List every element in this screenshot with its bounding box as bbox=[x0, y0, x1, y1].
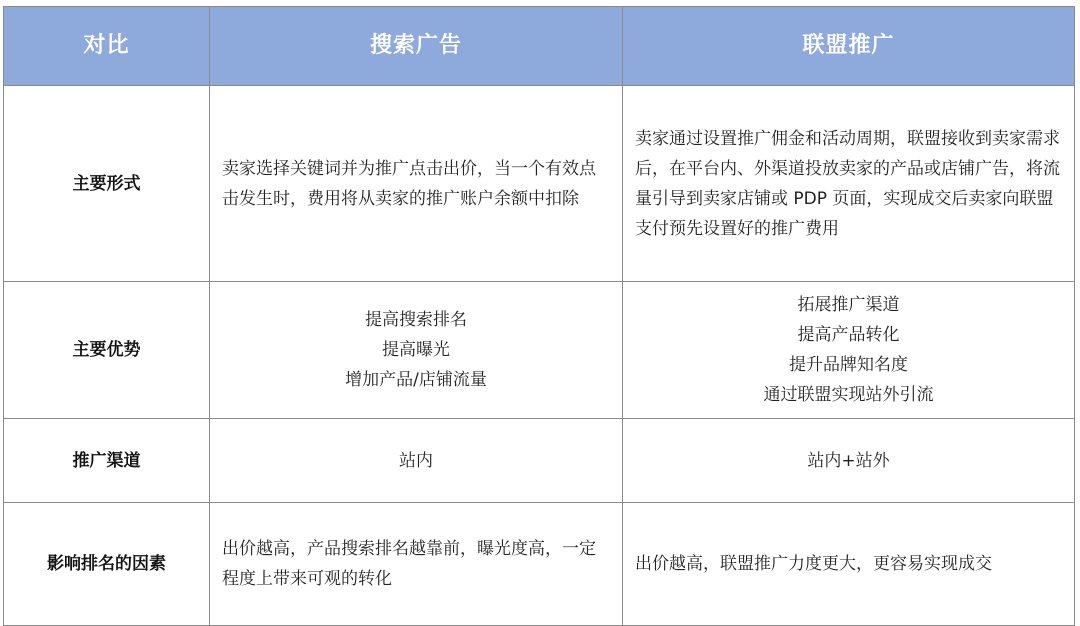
row-label-ranking-factors: 影响排名的因素 bbox=[4, 503, 210, 626]
row-label-form: 主要形式 bbox=[4, 86, 210, 282]
header-affiliate: 联盟推广 bbox=[623, 7, 1075, 86]
advantage-item: 提高产品转化 bbox=[797, 325, 900, 345]
cell-search-advantage bbox=[210, 282, 623, 419]
row-label-advantage: 主要优势 bbox=[4, 282, 210, 419]
cell-affiliate-channel: 站内+站外 bbox=[623, 419, 1075, 503]
cell-affiliate-ranking: 出价越高，联盟推广力度更大，更容易实现成交 bbox=[623, 503, 1075, 626]
advantage-item: 提升品牌知名度 bbox=[789, 355, 908, 375]
advantage-item: 提高搜索排名 bbox=[365, 310, 467, 330]
table-row bbox=[4, 282, 1075, 419]
comparison-table bbox=[3, 6, 1075, 626]
cell-search-form: 卖家选择关键词并为推广点击出价，当一个有效点击发生时，费用将从卖家的推广账户余额中扣除 bbox=[210, 86, 623, 282]
advantage-item: 增加产品/店铺流量 bbox=[345, 370, 487, 390]
cell-search-ranking: 出价越高，产品搜索排名越靠前，曝光度高，一定程度上带来可观的转化 bbox=[210, 503, 623, 626]
row-label-channel: 推广渠道 bbox=[4, 419, 210, 503]
cell-affiliate-advantage bbox=[623, 282, 1075, 419]
table-row bbox=[4, 419, 1075, 503]
table-row bbox=[4, 86, 1075, 282]
advantage-item: 提高曝光 bbox=[382, 340, 450, 360]
header-compare: 对比 bbox=[4, 7, 210, 86]
cell-affiliate-form: 卖家通过设置推广佣金和活动周期，联盟接收到卖家需求后，在平台内、外渠道投放卖家的产品或店铺广告，将流量引导到卖家店铺或 PDP 页面，实现成交后卖家向联盟支付预先设置好的推广费用 bbox=[623, 86, 1075, 282]
advantage-item: 通过联盟实现站外引流 bbox=[763, 385, 934, 405]
cell-search-channel: 站内 bbox=[210, 419, 623, 503]
header-row bbox=[4, 7, 1075, 86]
header-search-ads: 搜索广告 bbox=[210, 7, 623, 86]
table-row bbox=[4, 503, 1075, 626]
advantage-item: 拓展推广渠道 bbox=[797, 295, 900, 315]
